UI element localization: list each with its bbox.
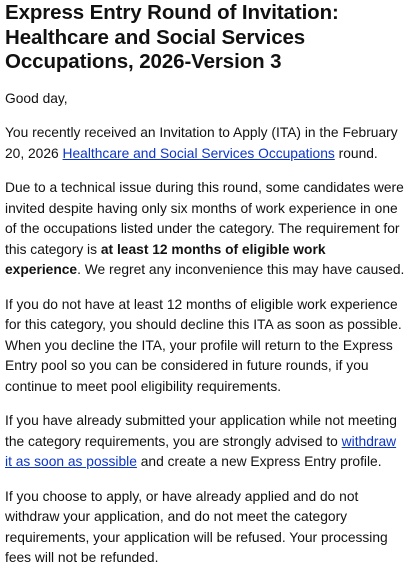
withdraw-link[interactable]: withdraw it as soon as possible [5,433,397,469]
paragraph-ita-received [5,123,405,164]
message-heading: Express Entry Round of Invitation: Healthcare and Social Services Occupations, 2026-Version 3 [5,1,339,73]
paragraph-text: and create a new Express Entry profile. [136,454,382,469]
paragraph-technical-issue [5,178,405,281]
paragraph-decline-ita: If you do not have at least 12 months of eligible work experience for this category, you should decline this ITA as soon as possible. When you decline the ITA, your profile will return to the Express Entry pool so you can be considered in future rounds, if you continue to meet pool eligibility requirements. [5,296,402,394]
paragraph-withdraw [5,411,405,473]
paragraph-refusal: If you choose to apply, or have already applied and do not withdraw your application, and do not meet the category requirements, your application will be refused. Your processing fees will not be refunded. [5,488,388,565]
healthcare-round-link[interactable]: Healthcare and Social Services Occupations [62,145,335,161]
paragraph-text: You recently received an Invitation to Apply (ITA) in the February 20, 2026 [5,125,398,161]
paragraph-text: Due to a technical issue during this round, some candidates were invited despite having only six months of work experience in one of the occupations listed under the category. The requirement for this category is [5,180,404,257]
greeting: Good day, [5,90,68,106]
requirement-emphasis: at least 12 months of eligible work experience [5,241,326,277]
paragraph-text: round. [334,145,378,161]
paragraph-text: . We regret any inconvenience this may have caused. [77,262,405,277]
paragraph-text: If you have already submitted your application while not meeting the category requirements, you are strongly advised to [5,413,397,449]
